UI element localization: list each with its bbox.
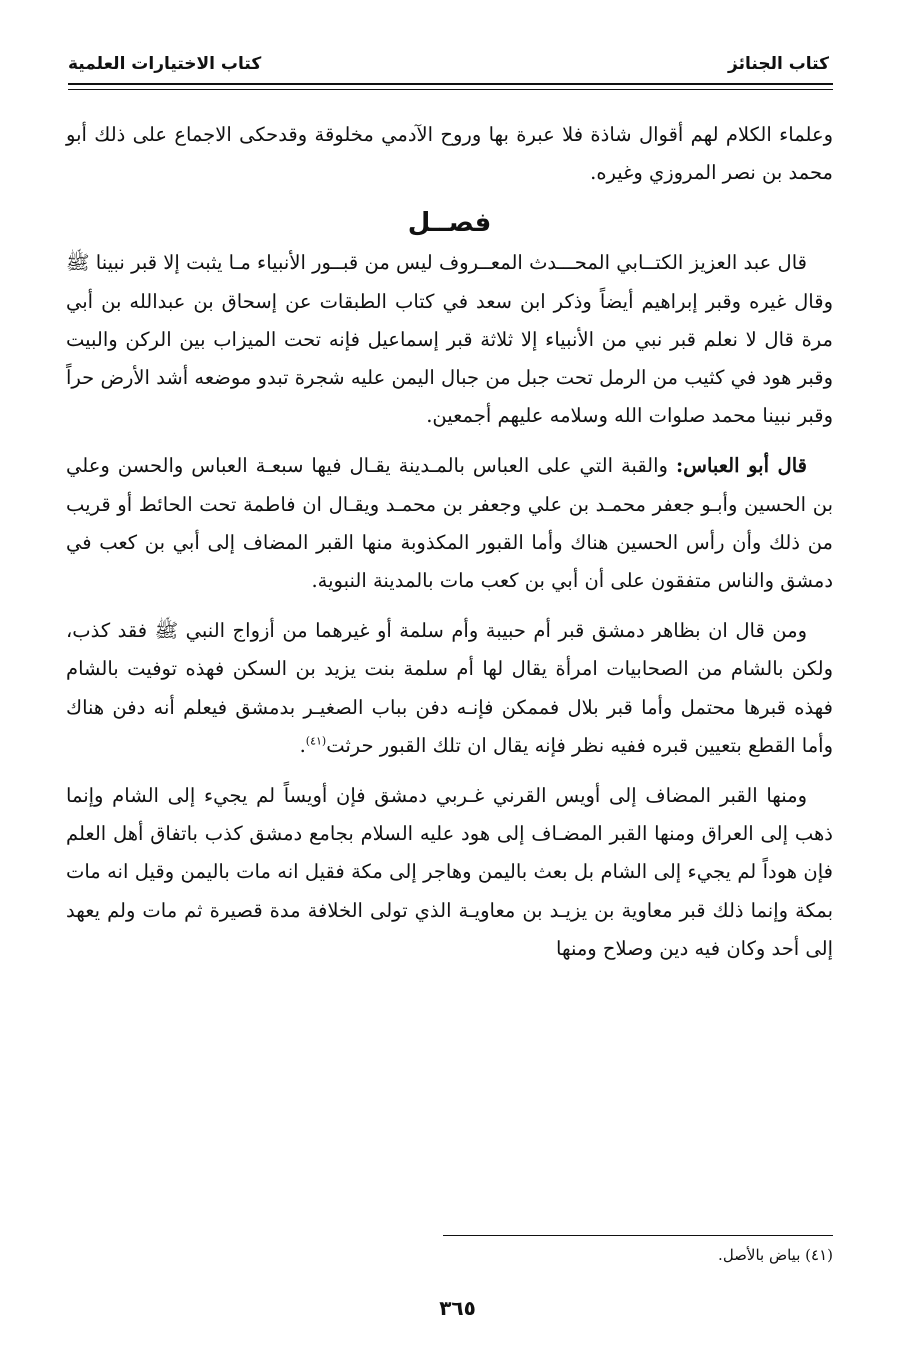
main-text <box>66 116 833 968</box>
footnote: (٤١) بياض بالأصل. <box>718 1246 833 1264</box>
header-rule-thin <box>68 89 833 90</box>
paragraph-4-end: . <box>299 733 306 757</box>
paragraph-3-text: والقبة التي على العباس بالمـدينة يقـال فيها سبعـة العباس والحسن وعلي بن الحسين وأبـو جعفر محمـد بن علي وجعفر بن محمـد ويقـال ان فاطمة تحت الحائط أو قريب من ذلك وأن رأس الحسين هناك وأما القبور المكذوبة منها القبر المضاف إلى أبي بن كعب في دمشق والناس متفقون على أن أبي بن كعب مات بالمدينة النبوية. <box>66 454 833 593</box>
header-rule-thick <box>68 83 833 85</box>
running-header <box>68 48 829 80</box>
footnote-reference[interactable]: (٤١) <box>305 734 327 748</box>
paragraph-3 <box>66 447 833 600</box>
paragraph-5: ومنها القبر المضاف إلى أويس القرني غـربي دمشق فإن أويساً لم يجيء إلى الشام وإنما ذهب إلى العراق ومنها القبر المضـاف إلى هود عليه السلام بجامع دمشق كذب باتفاق أهل العلم فإن هوداً لم يجيء إلى الشام بل بعث باليمن وهاجر إلى مكة فقيل انه مات باليمن وقيل انه مات بمكة وإنما ذلك قبر معاوية بن يزيـد بن معاويـة الذي تولى الخلافة مدة قصيرة ثم مات ولم يعهد إلى أحد وكان فيه دين وصلاح ومنها <box>66 784 833 960</box>
page-number: ٣٦٥ <box>439 1296 476 1320</box>
paragraph-4-text: ومن قال ان بظاهر دمشق قبر أم حبيبة وأم سلمة أو غيرهما من أزواج النبي ﷺ فقد كذب، ولكن بالشام من الصحابيات امرأة يقال لها أم سلمة بنت يزيد بن السكن فهذه توفيت بالشام فهذه قبرها محتمل وأما قبر بلال فممكن فإنـه دفن بباب الصغيـر بدمشق فيعلم أنه دفن هناك وأما القطع بتعيين قبره ففيه نظر فإنه يقال ان تلك القبور حرثت <box>66 619 833 757</box>
footnote-divider <box>443 1235 833 1236</box>
header-section-name: كتاب الجنائز <box>728 54 829 74</box>
paragraph-4 <box>66 612 833 765</box>
header-book-title: كتاب الاختيارات العلمية <box>68 54 262 74</box>
paragraph-2: قال عبد العزيز الكتــابي المحـــدث المعــروف ليس من قبــور الأنبياء مـا يثبت إلا قبر نبينا ﷺ وقال غيره وقبر إبراهيم أيضاً وذكر ابن سعد في كتاب الطبقات عن إسحاق بن عبدالله بن أبي مرة قال لا نعلم قبر نبي من الأنبياء إلا ثلاثة قبر إسماعيل فإنه تحت الميزاب بين الركن والبيت وقبر هود في كثيب من الرمل تحت جبل من جبال اليمن عليه شجرة تبدو موضعه أشد الأرض حراً وقبر نبينا محمد صلوات الله وسلامه عليهم أجمعين. <box>66 251 833 428</box>
paragraph-3-lead: قال أبو العباس: <box>675 454 807 478</box>
paragraph-1: وعلماء الكلام لهم أقوال شاذة فلا عبرة بها وروح الآدمي مخلوقة وقدحكى الاجماع على ذلك أبو محمد بن نصر المروزي وغيره. <box>66 123 833 185</box>
section-heading: فصــل <box>407 208 492 239</box>
